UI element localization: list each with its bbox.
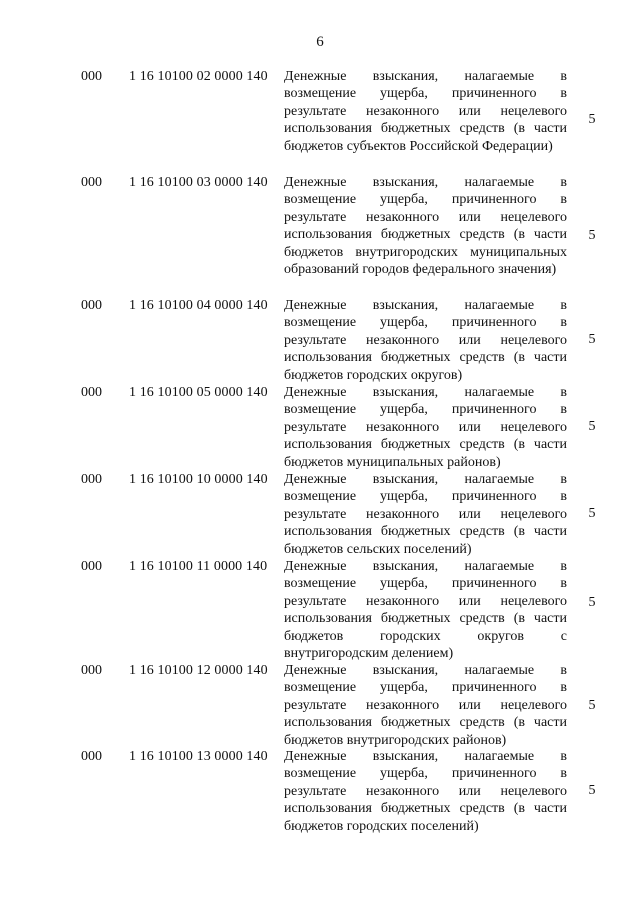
allocation-norm: 5 — [588, 698, 596, 713]
table-row — [0, 662, 640, 748]
revenue-description: Денежные взыскания, налагаемые в возмещение ущерба, причиненного в результате незаконного или нецелевого использования бюджетных средств (в части бюджетов сельских поселений) — [284, 472, 567, 557]
page-number: 6 — [316, 34, 324, 50]
allocation-norm: 5 — [588, 783, 596, 798]
revenue-table — [0, 68, 640, 835]
allocation-norm: 5 — [588, 112, 596, 127]
admin-code: 000 — [81, 663, 102, 678]
admin-code: 000 — [81, 175, 102, 190]
allocation-norm: 5 — [588, 332, 596, 347]
budget-classification-code: 1 16 10100 13 0000 140 — [129, 749, 268, 764]
table-row — [0, 748, 640, 835]
admin-code: 000 — [81, 69, 102, 84]
revenue-description: Денежные взыскания, налагаемые в возмещение ущерба, причиненного в результате незаконного или нецелевого использования бюджетных средств (в части бюджетов внутригородских районов) — [284, 663, 567, 748]
budget-classification-code: 1 16 10100 04 0000 140 — [129, 298, 268, 313]
allocation-norm: 5 — [588, 228, 596, 243]
table-row — [0, 174, 640, 297]
admin-code: 000 — [81, 749, 102, 764]
revenue-description: Денежные взыскания, налагаемые в возмещение ущерба, причиненного в результате незаконного или нецелевого использования бюджетных средств (в части бюджетов субъектов Российской Федерации) — [284, 69, 567, 154]
table-row — [0, 558, 640, 662]
table-row — [0, 68, 640, 174]
budget-classification-code: 1 16 10100 02 0000 140 — [129, 69, 268, 84]
revenue-description: Денежные взыскания, налагаемые в возмещение ущерба, причиненного в результате незаконного или нецелевого использования бюджетных средств (в части бюджетов внутригородских муниципальных образований городов федерального значения) — [284, 175, 567, 278]
revenue-description: Денежные взыскания, налагаемые в возмещение ущерба, причиненного в результате незаконного или нецелевого использования бюджетных средств (в части бюджетов городских округов) — [284, 298, 567, 383]
budget-classification-code: 1 16 10100 03 0000 140 — [129, 175, 268, 190]
revenue-description: Денежные взыскания, налагаемые в возмещение ущерба, причиненного в результате незаконного или нецелевого использования бюджетных средств (в части бюджетов городских поселений) — [284, 749, 567, 834]
admin-code: 000 — [81, 559, 102, 574]
allocation-norm: 5 — [588, 595, 596, 610]
budget-classification-code: 1 16 10100 10 0000 140 — [129, 472, 268, 487]
admin-code: 000 — [81, 385, 102, 400]
revenue-description: Денежные взыскания, налагаемые в возмещение ущерба, причиненного в результате незаконного или нецелевого использования бюджетных средств (в части бюджетов муниципальных районов) — [284, 385, 567, 470]
allocation-norm: 5 — [588, 506, 596, 521]
table-row — [0, 471, 640, 558]
admin-code: 000 — [81, 298, 102, 313]
revenue-description: Денежные взыскания, налагаемые в возмещение ущерба, причиненного в результате незаконного или нецелевого использования бюджетных средств (в части бюджетов городских округов с внутригородским делением) — [284, 559, 567, 662]
allocation-norm: 5 — [588, 419, 596, 434]
table-row — [0, 297, 640, 384]
admin-code: 000 — [81, 472, 102, 487]
table-row — [0, 384, 640, 471]
budget-classification-code: 1 16 10100 11 0000 140 — [129, 559, 268, 574]
budget-classification-code: 1 16 10100 12 0000 140 — [129, 663, 268, 678]
budget-classification-code: 1 16 10100 05 0000 140 — [129, 385, 268, 400]
